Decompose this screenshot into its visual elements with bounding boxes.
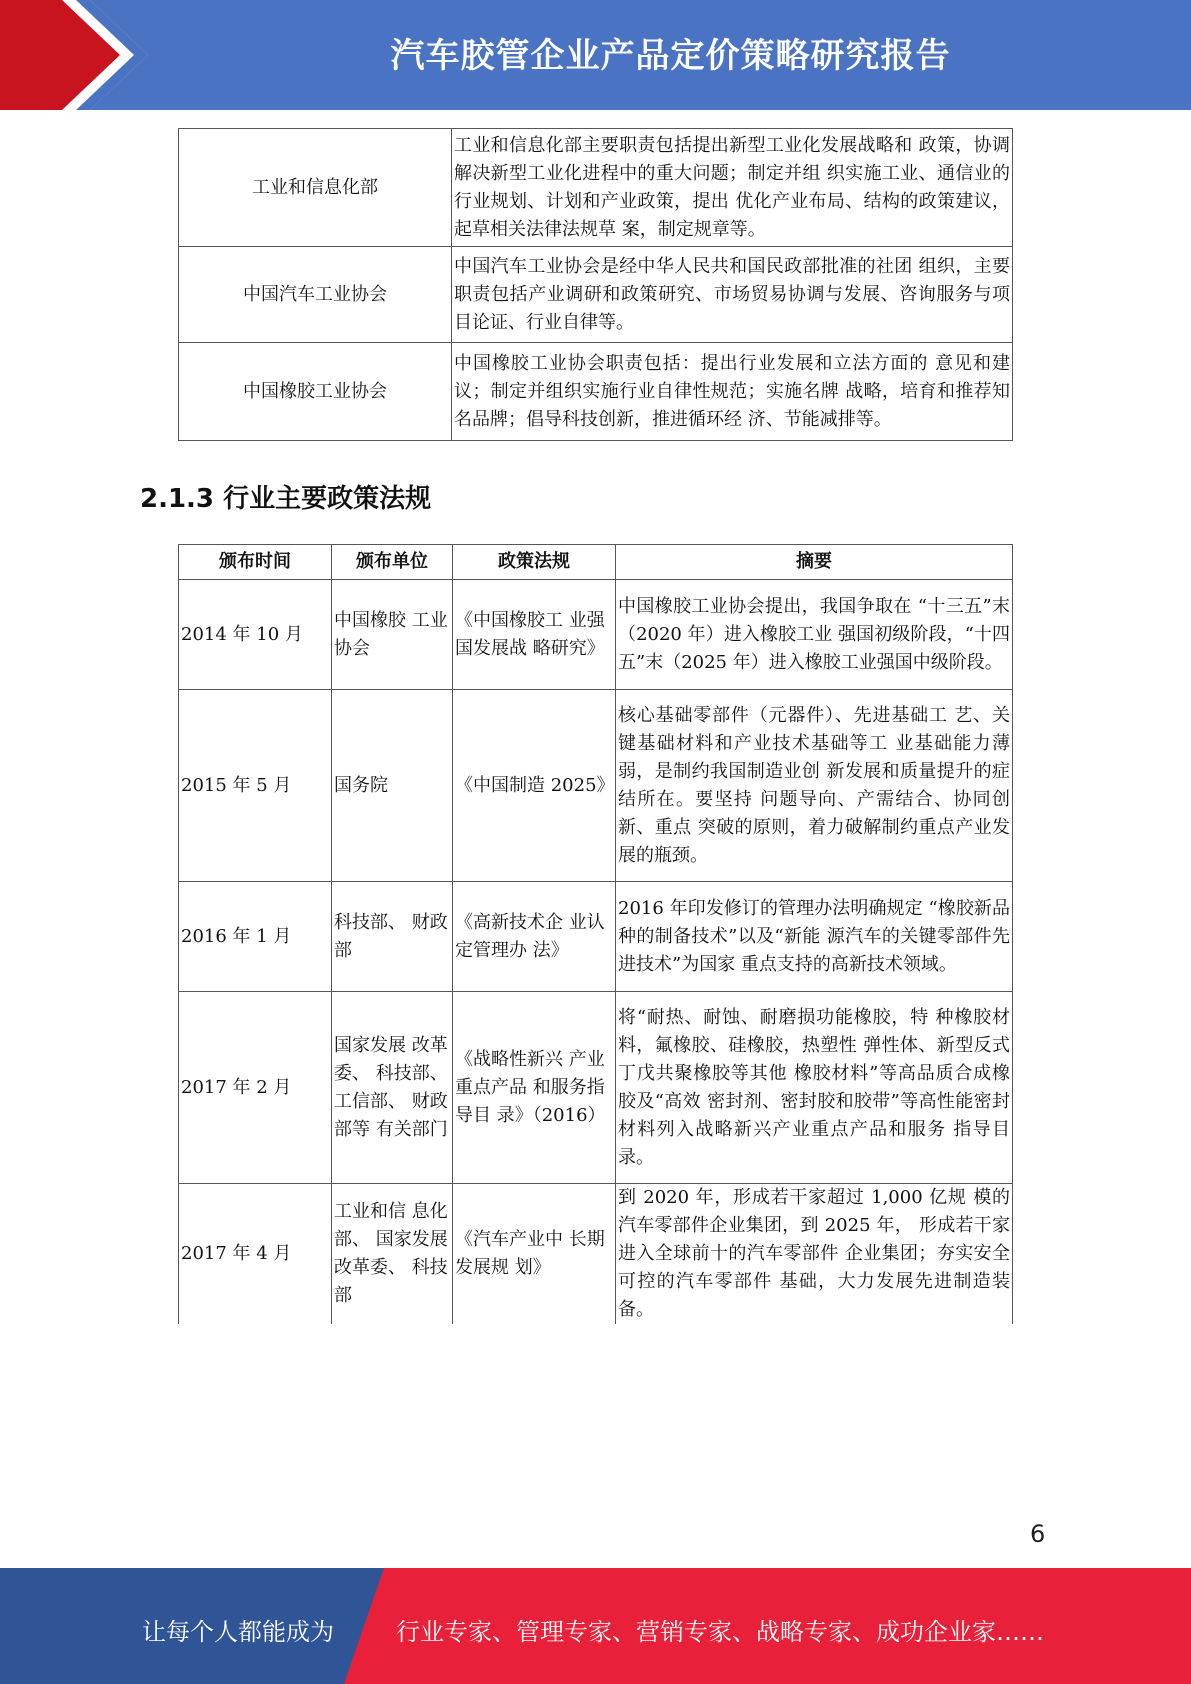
policy-summary: 到 2020 年，形成若干家超过 1,000 亿规 模的汽车零部件企业集团，到 2025 年， 形成若干家进入全球前十的汽车零部件 企业集团；夯实安全可控的汽车零部件 基础，大力发展先进制造装备。 [616,1184,1013,1325]
report-header [0,0,1191,110]
table-row [179,129,1013,247]
org-table [178,128,1013,441]
table-header-row [179,545,1013,580]
table-row [179,343,1013,441]
column-header-summary: 摘要 [616,545,1013,580]
policy-unit: 国家发展 改革委、 科技部、 工信部、 财政部等 有关部门 [332,992,453,1184]
section-heading: 2.1.3 行业主要政策法规 [140,484,432,514]
table-row [179,882,1013,992]
policy-date: 2017 年 4 月 [179,1184,332,1325]
table-row [179,1184,1013,1325]
policy-law: 《汽车产业中 长期发展规 划》 [453,1184,616,1325]
table-row [179,580,1013,690]
org-desc: 工业和信息化部主要职责包括提出新型工业化发展战略和 政策，协调解决新型工业化进程中的重大问题；制定并组 织实施工业、通信业的行业规划、计划和产业政策，提出 优化产业布局、结构的政策建议，起草相关法律法规草 案，制定规章等。 [452,129,1013,247]
policy-summary: 2016 年印发修订的管理办法明确规定 “橡胶新品种的制备技术”以及“新能 源汽车的关键零部件先进技术”为国家 重点支持的高新技术领域。 [616,882,1013,992]
policy-summary: 核心基础零部件（元器件）、先进基础工 艺、关键基础材料和产业技术基础等工 业基础能力薄弱，是制约我国制造业创 新发展和质量提升的症结所在。要坚持 问题导向、产需结合、协同创新、重点 突破的原则，着力破解制约重点产业发 展的瓶颈。 [616,690,1013,882]
column-header-law: 政策法规 [453,545,616,580]
policy-date: 2016 年 1 月 [179,882,332,992]
table-row [179,992,1013,1184]
org-desc: 中国汽车工业协会是经中华人民共和国民政部批准的社团 组织，主要职责包括产业调研和政策研究、市场贸易协调与发展、咨询服务与项目论证、行业自律等。 [452,247,1013,343]
page-number: 6 [1030,1520,1046,1548]
org-desc: 中国橡胶工业协会职责包括：提出行业发展和立法方面的 意见和建议；制定并组织实施行业自律性规范；实施名牌 战略，培育和推荐知名品牌；倡导科技创新，推进循环经 济、节能减排等。 [452,343,1013,441]
table-row [179,247,1013,343]
report-footer [0,1568,1191,1684]
policy-date: 2017 年 2 月 [179,992,332,1184]
org-name: 工业和信息化部 [179,129,452,247]
table-row [179,690,1013,882]
policy-unit: 中国橡胶 工业协会 [332,580,453,690]
policy-law: 《战略性新兴 产业重点产品 和服务指导目 录》（2016） [453,992,616,1184]
column-header-date: 颁布时间 [179,545,332,580]
report-title: 汽车胶管企业产品定价策略研究报告 [390,36,951,76]
footer-slogan-left: 让每个人都能成为 [142,1618,334,1646]
policy-law: 《中国橡胶工 业强国发展战 略研究》 [453,580,616,690]
org-name: 中国橡胶工业协会 [179,343,452,441]
policy-law: 《高新技术企 业认定管理办 法》 [453,882,616,992]
policy-unit: 科技部、 财政部 [332,882,453,992]
policy-law: 《中国制造 2025》 [453,690,616,882]
policy-unit: 工业和信 息化部、 国家发展 改革委、 科技部 [332,1184,453,1325]
footer-slogan-right: 行业专家、管理专家、营销专家、战略专家、成功企业家…… [396,1618,1044,1646]
policy-date: 2014 年 10 月 [179,580,332,690]
column-header-unit: 颁布单位 [332,545,453,580]
org-name: 中国汽车工业协会 [179,247,452,343]
policy-date: 2015 年 5 月 [179,690,332,882]
policy-summary: 将“耐热、耐蚀、耐磨损功能橡胶，特 种橡胶材料，氟橡胶、硅橡胶，热塑性 弹性体、新型反式丁戊共聚橡胶等其他 橡胶材料”等高品质合成橡胶及“高效 密封剂、密封胶和胶带”等高性能密封 材料列入战略新兴产业重点产品和服务 指导目录。 [616,992,1013,1184]
policy-summary: 中国橡胶工业协会提出，我国争取在 “十三五”末（2020 年）进入橡胶工业 强国初级阶段，“十四五”末（2025 年）进入橡胶工业强国中级阶段。 [616,580,1013,690]
policy-unit: 国务院 [332,690,453,882]
policy-table [178,544,1013,1324]
